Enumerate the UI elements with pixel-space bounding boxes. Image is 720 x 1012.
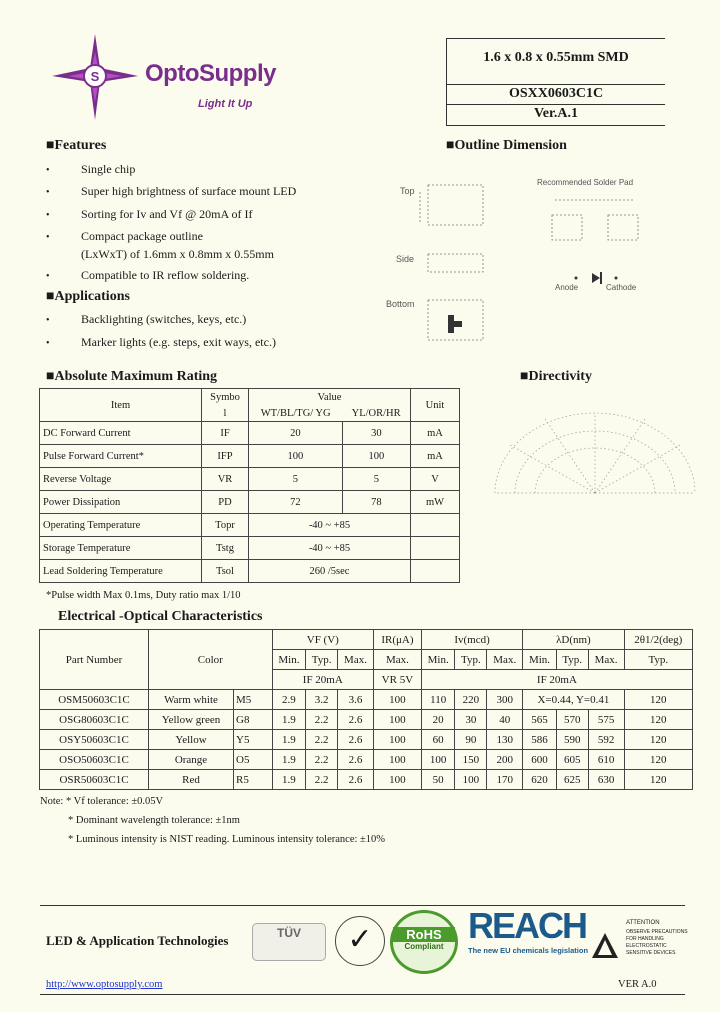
cell: O5 xyxy=(234,750,273,770)
solder-pad-label: Recommended Solder Pad xyxy=(537,178,634,187)
cell: M5 xyxy=(234,690,273,710)
brand-name: OptoSupply xyxy=(145,60,276,87)
cell: 120 xyxy=(624,690,692,710)
cell: Storage Temperature xyxy=(40,537,202,560)
cell: IF 20mA xyxy=(421,670,692,690)
esd-line: FOR HANDLING xyxy=(626,936,664,942)
cell: Typ. xyxy=(556,650,588,670)
cell: 100 xyxy=(342,445,410,468)
eoc-h-part: Part Number xyxy=(40,630,149,690)
dimension-drawing-icon xyxy=(380,170,680,360)
cell: 60 xyxy=(421,730,455,750)
cell: 2.2 xyxy=(306,710,338,730)
table-row xyxy=(40,560,460,583)
cell: 2.9 xyxy=(272,690,306,710)
reach-badge xyxy=(468,905,589,964)
cell: PD xyxy=(202,491,249,514)
cell: 100 xyxy=(373,690,421,710)
cell: 90 xyxy=(455,730,487,750)
cell: DC Forward Current xyxy=(40,422,202,445)
amr-h-value: Value xyxy=(249,389,411,406)
table-row xyxy=(40,445,460,468)
cell: 610 xyxy=(588,750,624,770)
doc-version: VER A.0 xyxy=(618,979,657,990)
amr-h-symbol-2: l xyxy=(202,405,249,422)
cell: 2.2 xyxy=(306,770,338,790)
applications-heading: ■Applications xyxy=(46,289,130,304)
cell: Topr xyxy=(202,514,249,537)
footer-rule xyxy=(40,905,685,906)
eoc-note: * Luminous intensity is NIST reading. Luminous intensity tolerance: ±10% xyxy=(68,834,386,845)
side-view-label: Side xyxy=(396,254,415,264)
cell: 100 xyxy=(421,750,455,770)
feature-item: • Super high brightness of surface mount LED xyxy=(46,184,297,198)
cell: 170 xyxy=(487,770,523,790)
cell: VR 5V xyxy=(373,670,421,690)
cell: 1.9 xyxy=(272,770,306,790)
cell: 100 xyxy=(455,770,487,790)
bottom-view-label: Bottom xyxy=(386,299,415,309)
amr-h-item: Item xyxy=(40,389,202,422)
cell: 78 xyxy=(342,491,410,514)
brand-tagline: Light It Up xyxy=(198,98,253,110)
table-row xyxy=(40,468,460,491)
header-version: Ver.A.1 xyxy=(533,106,579,121)
header-part: OSXX0603C1C xyxy=(508,86,604,101)
cell: mA xyxy=(411,445,460,468)
cell: 3.6 xyxy=(338,690,374,710)
cell: Warm white xyxy=(149,690,234,710)
cell: Max. xyxy=(338,650,374,670)
cell: Max. xyxy=(588,650,624,670)
cell: 605 xyxy=(556,750,588,770)
check-cert-icon: ✓ xyxy=(335,916,385,966)
cell: 120 xyxy=(624,710,692,730)
table-row xyxy=(40,750,693,770)
amr-h-symbol: Symbo xyxy=(202,389,249,406)
cell: Y5 xyxy=(234,730,273,750)
tuv-badge xyxy=(252,923,326,961)
cell: 100 xyxy=(249,445,343,468)
cell: 630 xyxy=(588,770,624,790)
cell: 2.6 xyxy=(338,770,374,790)
eoc-h-iv: Iv(mcd) xyxy=(421,630,522,650)
cell: 620 xyxy=(523,770,557,790)
cell xyxy=(411,560,460,583)
cathode-label: Cathode xyxy=(606,283,637,292)
cell: 565 xyxy=(523,710,557,730)
cell: 130 xyxy=(487,730,523,750)
reach-sub-label: The new EU chemicals legislation xyxy=(468,946,589,955)
header-box xyxy=(446,38,665,126)
cell: Typ. xyxy=(624,650,692,670)
amr-heading: ■Absolute Maximum Rating xyxy=(46,369,218,384)
cell: Operating Temperature xyxy=(40,514,202,537)
cell: 2.2 xyxy=(306,750,338,770)
amr-h-unit: Unit xyxy=(411,389,460,422)
outline-heading: ■Outline Dimension xyxy=(446,138,567,153)
cell: Reverse Voltage xyxy=(40,468,202,491)
cell: R5 xyxy=(234,770,273,790)
cell: Pulse Forward Current* xyxy=(40,445,202,468)
cell: Yellow green xyxy=(149,710,234,730)
table-row xyxy=(40,770,693,790)
cell: 100 xyxy=(373,750,421,770)
cell: 2.6 xyxy=(338,730,374,750)
cell: 3.2 xyxy=(306,690,338,710)
cell: 30 xyxy=(342,422,410,445)
table-row xyxy=(40,710,693,730)
cell: 120 xyxy=(624,750,692,770)
table-row xyxy=(40,514,460,537)
cell xyxy=(411,514,460,537)
cell: OSY50603C1C xyxy=(40,730,149,750)
cell: 30 xyxy=(455,710,487,730)
amr-h-value-b: YL/OR/HR xyxy=(342,405,410,422)
eoc-h-ld: λD(nm) xyxy=(523,630,624,650)
cell: 600 xyxy=(523,750,557,770)
anode-label: Anode xyxy=(555,283,579,292)
cell: Yellow xyxy=(149,730,234,750)
cell: Min. xyxy=(523,650,557,670)
table-row xyxy=(40,537,460,560)
feature-item: • Compact package outline xyxy=(46,229,203,243)
cell: 100 xyxy=(373,730,421,750)
cell: Power Dissipation xyxy=(40,491,202,514)
cell: IF xyxy=(202,422,249,445)
cell: 100 xyxy=(373,770,421,790)
cell: Typ. xyxy=(306,650,338,670)
cell: 300 xyxy=(487,690,523,710)
cell: 2.6 xyxy=(338,710,374,730)
cell: G8 xyxy=(234,710,273,730)
eoc-heading: Electrical -Optical Characteristics xyxy=(58,609,263,624)
feature-item: • Single chip xyxy=(46,162,136,176)
cell: -40 ~ +85 xyxy=(249,537,411,560)
cell: X=0.44, Y=0.41 xyxy=(523,690,624,710)
cell: 570 xyxy=(556,710,588,730)
eoc-h-ir: IR(μA) xyxy=(373,630,421,650)
footer-rule-bottom xyxy=(40,994,685,995)
cell: mA xyxy=(411,422,460,445)
reach-label: REACH xyxy=(468,905,587,946)
esd-warning xyxy=(588,917,688,965)
cell: 590 xyxy=(556,730,588,750)
cell: 100 xyxy=(373,710,421,730)
cell: 260 /5sec xyxy=(249,560,411,583)
amr-h-value-a: WT/BL/TG/ YG xyxy=(249,405,343,422)
cell: 150 xyxy=(455,750,487,770)
cell: Typ. xyxy=(455,650,487,670)
cell: 586 xyxy=(523,730,557,750)
table-row xyxy=(40,491,460,514)
esd-warning-icon xyxy=(590,931,620,961)
cell: Lead Soldering Temperature xyxy=(40,560,202,583)
cell: 1.9 xyxy=(272,730,306,750)
feature-item: (LxWxT) of 1.6mm x 0.8mm x 0.55mm xyxy=(81,247,274,261)
table-row xyxy=(40,730,693,750)
cell: Tstg xyxy=(202,537,249,560)
eoc-h-angle: 2θ1/2(deg) xyxy=(624,630,692,650)
cell: 110 xyxy=(421,690,455,710)
cell: 575 xyxy=(588,710,624,730)
cell: 40 xyxy=(487,710,523,730)
website-link[interactable]: http://www.optosupply.com xyxy=(46,979,163,990)
rohs-label: RoHS xyxy=(393,927,455,942)
application-item: • Marker lights (e.g. steps, exit ways, etc.) xyxy=(46,335,276,349)
eoc-note: * Dominant wavelength tolerance: ±1nm xyxy=(68,815,240,826)
attention-label: ATTENTION xyxy=(626,920,660,926)
cell: 120 xyxy=(624,730,692,750)
cell: Min. xyxy=(421,650,455,670)
cell: 200 xyxy=(487,750,523,770)
amr-table xyxy=(39,388,460,583)
logo xyxy=(40,32,310,122)
table-row xyxy=(40,690,693,710)
eoc-h-color: Color xyxy=(149,630,273,690)
cell: -40 ~ +85 xyxy=(249,514,411,537)
rohs-badge xyxy=(390,910,458,974)
cell: 120 xyxy=(624,770,692,790)
cell: 20 xyxy=(249,422,343,445)
cell: Tsol xyxy=(202,560,249,583)
cell: 592 xyxy=(588,730,624,750)
cell: Red xyxy=(149,770,234,790)
features-heading: ■Features xyxy=(46,138,107,153)
cell: 1.9 xyxy=(272,750,306,770)
cell: 72 xyxy=(249,491,343,514)
cell: mW xyxy=(411,491,460,514)
header-title: 1.6 x 0.8 x 0.55mm SMD xyxy=(483,50,629,65)
cell: 2.6 xyxy=(338,750,374,770)
cell: IF 20mA xyxy=(272,670,373,690)
cell: Max. xyxy=(373,650,421,670)
cell: VR xyxy=(202,468,249,491)
cell: OSM50603C1C xyxy=(40,690,149,710)
top-view-label: Top xyxy=(400,186,415,196)
cell: OSR50603C1C xyxy=(40,770,149,790)
cell: 5 xyxy=(342,468,410,491)
directivity-heading: ■Directivity xyxy=(520,369,592,384)
cell: 1.9 xyxy=(272,710,306,730)
outline-drawing xyxy=(380,170,680,360)
cell: 2.2 xyxy=(306,730,338,750)
cell: 20 xyxy=(421,710,455,730)
cell: Orange xyxy=(149,750,234,770)
cell: OSG80603C1C xyxy=(40,710,149,730)
esd-line: SENSITIVE DEVICES xyxy=(626,950,676,956)
feature-item: • Compatible to IR reflow soldering. xyxy=(46,268,250,282)
amr-footnote: *Pulse width Max 0.1ms, Duty ratio max 1/10 xyxy=(46,590,241,601)
directivity-chart-icon xyxy=(480,405,710,505)
tuv-label: TÜV xyxy=(277,926,301,940)
cell: Max. xyxy=(487,650,523,670)
cell: 220 xyxy=(455,690,487,710)
cell: 625 xyxy=(556,770,588,790)
svg-text:S: S xyxy=(90,69,100,84)
eoc-note: Note: * Vf tolerance: ±0.05V xyxy=(40,796,164,807)
cell: IFP xyxy=(202,445,249,468)
eoc-h-vf: VF (V) xyxy=(272,630,373,650)
eoc-table xyxy=(39,629,693,790)
esd-line: ELECTROSTATIC xyxy=(626,943,667,949)
cell xyxy=(411,537,460,560)
esd-line: OBSERVE PRECAUTIONS xyxy=(626,929,688,935)
feature-item: • Sorting for Iv and Vf @ 20mA of If xyxy=(46,207,253,221)
application-item: • Backlighting (switches, keys, etc.) xyxy=(46,312,247,326)
table-row xyxy=(40,422,460,445)
cell: Min. xyxy=(272,650,306,670)
cell: 50 xyxy=(421,770,455,790)
cell: V xyxy=(411,468,460,491)
cell: 5 xyxy=(249,468,343,491)
cell: OSO50603C1C xyxy=(40,750,149,770)
footer-company: LED & Application Technologies xyxy=(46,933,229,948)
rohs-sub-label: Compliant xyxy=(404,942,444,951)
